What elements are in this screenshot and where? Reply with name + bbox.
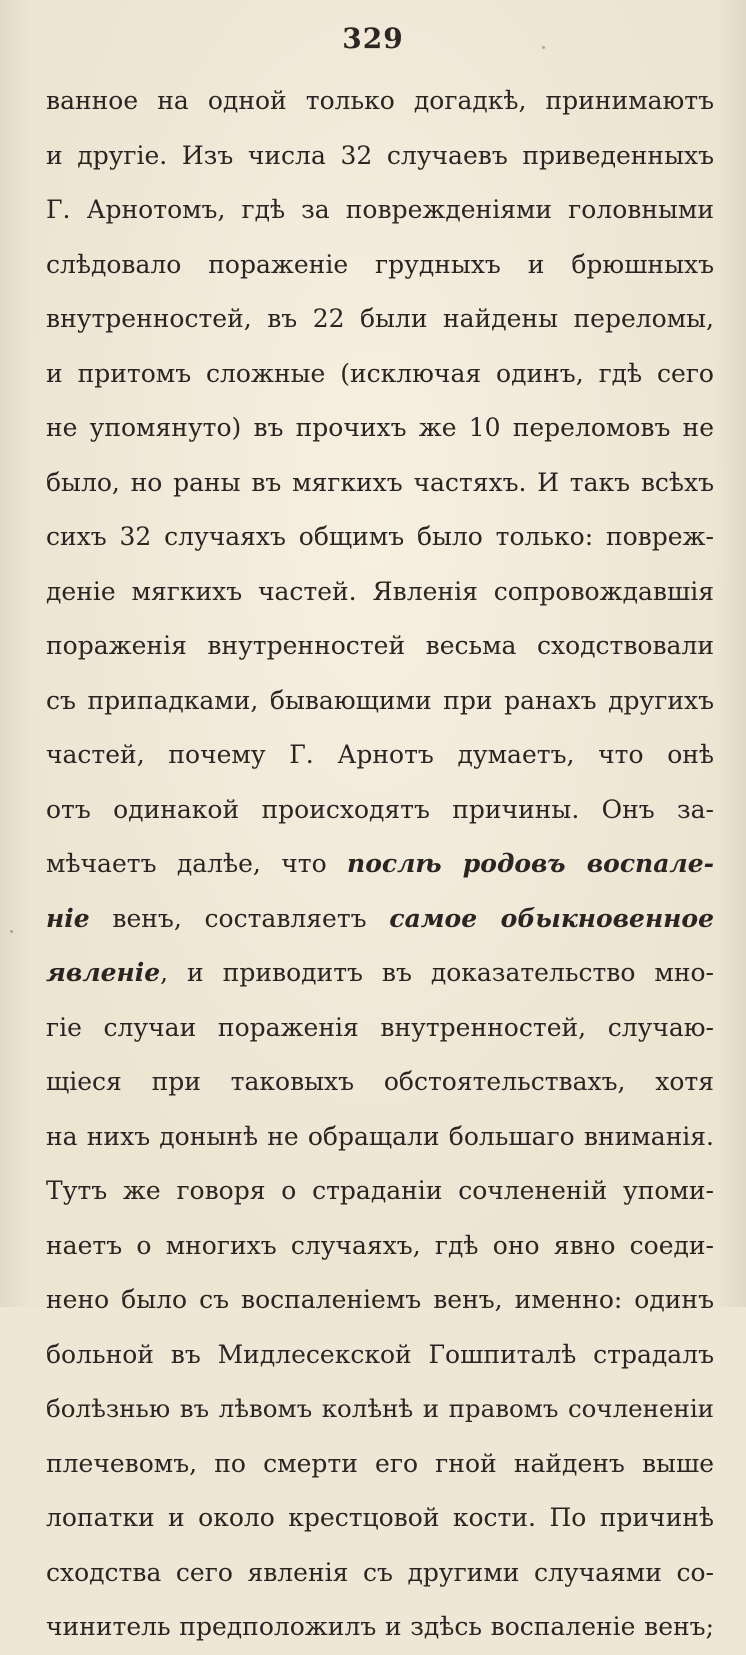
text-line xyxy=(46,1219,714,1274)
page-number: 329 xyxy=(342,22,404,55)
text-segment: слѣдовало пораженіе грудныхъ и брюшныхъ xyxy=(46,249,714,279)
paper-speck xyxy=(10,930,13,933)
text-segment: мѣчаетъ далѣе, что xyxy=(46,849,348,878)
text-segment: наетъ о многихъ случаяхъ, гдѣ оно явно соеди- xyxy=(46,1230,714,1260)
text-segment: деніе мягкихъ частей. Явленія сопровождавшія xyxy=(46,576,714,606)
text-line xyxy=(46,401,714,456)
text-line xyxy=(46,129,714,184)
text-segment: венъ, составляетъ xyxy=(89,903,390,933)
text-segment: внутренностей, въ 22 были найдены переломы, xyxy=(46,304,714,333)
paper-speck xyxy=(542,46,545,49)
text-line xyxy=(46,238,714,293)
text-line xyxy=(46,74,714,129)
text-line xyxy=(46,1382,714,1437)
text-segment: больной въ Мидлесекской Гошпиталѣ страдалъ xyxy=(46,1339,714,1369)
italic-text-segment: послѣ родовъ воспале- xyxy=(347,849,714,878)
text-segment: , и приводитъ въ доказательство мно- xyxy=(160,958,714,987)
text-line xyxy=(46,1055,714,1110)
text-segment: пораженія внутренностей весьма сходствовали xyxy=(46,631,714,660)
text-line xyxy=(46,1164,714,1219)
italic-text-segment: ніе xyxy=(46,903,90,933)
text-segment: не упомянуто) въ прочихъ же 10 переломовъ не xyxy=(46,413,714,442)
text-segment: чинитель предположилъ и здѣсь воспаленіе венъ; xyxy=(46,1612,714,1641)
text-segment: щіеся при таковыхъ обстоятельствахъ, хотя xyxy=(46,1067,714,1096)
text-segment: отъ одинакой происходятъ причины. Онъ за- xyxy=(46,794,714,824)
body-text xyxy=(46,74,714,1655)
text-segment: гіе случаи пораженія внутренностей, случаю- xyxy=(46,1012,714,1042)
text-line xyxy=(46,347,714,402)
text-line xyxy=(46,1001,714,1056)
text-line xyxy=(46,728,714,783)
text-line xyxy=(46,183,714,238)
italic-text-segment: самое обыкновенное xyxy=(389,903,714,933)
text-line xyxy=(46,674,714,729)
text-segment: было, но раны въ мягкихъ частяхъ. И такъ всѣхъ xyxy=(46,467,714,497)
text-line xyxy=(46,1546,714,1601)
text-segment: на нихъ донынѣ не обращали большаго вниманія. xyxy=(46,1121,714,1151)
text-line xyxy=(46,1110,714,1165)
text-segment: Г. Арнотомъ, гдѣ за поврежденіями головными xyxy=(46,195,714,224)
text-segment: Тутъ же говоря о страданіи сочлененій упоми- xyxy=(46,1176,714,1205)
text-line xyxy=(46,619,714,674)
text-line xyxy=(46,946,714,1001)
text-segment: ванное на одной только догадкѣ, принимаютъ xyxy=(46,86,714,115)
text-segment: частей, почему Г. Арнотъ думаетъ, что онѣ xyxy=(46,740,714,769)
text-segment: сихъ 32 случаяхъ общимъ было только: повреж- xyxy=(46,522,714,551)
text-line xyxy=(46,837,714,892)
text-segment: нено было съ воспаленіемъ венъ, именно: одинъ xyxy=(46,1285,714,1314)
text-line xyxy=(46,456,714,511)
text-line xyxy=(46,510,714,565)
italic-text-segment: явленіе xyxy=(46,958,161,987)
text-line xyxy=(46,292,714,347)
text-segment: сходства сего явленія съ другими случаями со- xyxy=(46,1557,714,1587)
text-segment: и другіе. Изъ числа 32 случаевъ приведенныхъ xyxy=(46,140,714,170)
text-segment: съ припадками, бывающими при ранахъ другихъ xyxy=(46,685,714,715)
text-line xyxy=(46,892,714,947)
text-line xyxy=(46,565,714,620)
text-segment: и притомъ сложные (исключая одинъ, гдѣ сего xyxy=(46,358,714,388)
text-line xyxy=(46,1491,714,1546)
text-line xyxy=(46,1273,714,1328)
text-segment: болѣзнью въ лѣвомъ колѣнѣ и правомъ сочлененіи xyxy=(46,1394,714,1423)
text-line xyxy=(46,1600,714,1655)
text-segment: лопатки и около крестцовой кости. По причинѣ xyxy=(46,1503,714,1532)
text-line xyxy=(46,1328,714,1383)
text-line xyxy=(46,783,714,838)
text-segment: плечевомъ, по смерти его гной найденъ выше xyxy=(46,1448,714,1478)
text-line xyxy=(46,1437,714,1492)
